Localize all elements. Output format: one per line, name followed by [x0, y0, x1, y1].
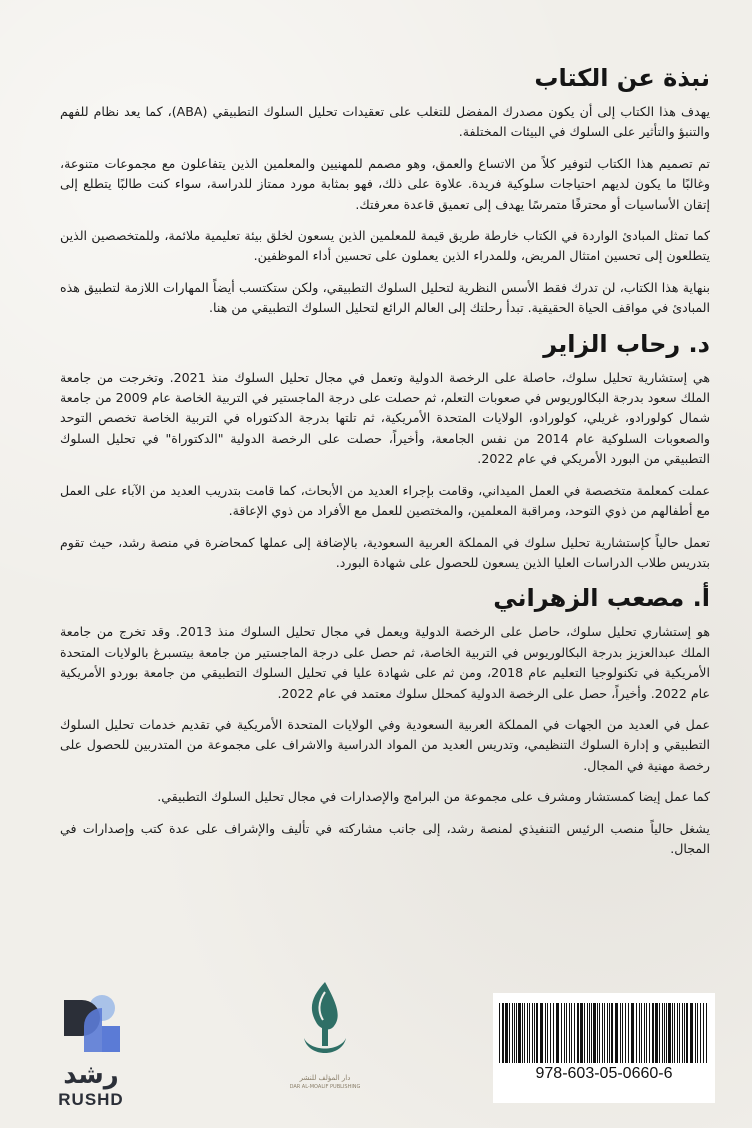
barcode-bar	[615, 1003, 618, 1063]
barcode-bar	[664, 1003, 665, 1063]
rushd-mark-svg	[56, 992, 126, 1058]
barcode-bar	[631, 1003, 634, 1063]
about-book-heading: نبذة عن الكتاب	[534, 64, 710, 92]
barcode-bar	[527, 1003, 528, 1063]
barcode-bar	[607, 1003, 608, 1063]
barcode-bar	[516, 1003, 517, 1063]
barcode-bar	[682, 1003, 683, 1063]
barcode-bar	[529, 1003, 530, 1063]
author2-paragraph: عمل في العديد من الجهات في المملكة العربية السعودية وفي الولايات المتحدة الأمريكية في تقديم خدمات تحليل السلوك التطبيقي و إدارة السلوك التنظيمي، وتدريس العديد من المواد الدراسية والاشراف على مجموعة من المتدربين للحصول على رخصة مهنية في المجال.	[60, 716, 710, 773]
barcode-bar	[597, 1003, 598, 1063]
author2-paragraph: كما عمل إيضا كمستشار ومشرف على مجموعة من البرامج والإصدارات في مجال تحليل السلوك التطبيقي.	[157, 789, 710, 805]
barcode-bar	[566, 1003, 567, 1063]
author2-paragraph: يشغل حالياً منصب الرئيس التنفيذي لمنصة رشد، إلى جانب مشاركته في تأليف والإشراف على عدة كتب وإصدارات في المجال.	[60, 820, 710, 856]
barcode-bar	[697, 1003, 698, 1063]
barcode-bar	[547, 1003, 548, 1063]
barcode-bar	[591, 1003, 592, 1063]
barcode-bar	[611, 1003, 613, 1063]
barcode-bar	[620, 1003, 621, 1063]
barcode-bar	[587, 1003, 588, 1063]
barcode-bar	[577, 1003, 579, 1063]
barcode-bar	[703, 1003, 704, 1063]
barcode-bar	[655, 1003, 658, 1063]
barcode-bar	[509, 1003, 510, 1063]
author1-section	[60, 330, 710, 574]
rushd-arabic-name: رشد	[63, 1060, 119, 1090]
back-cover-text	[60, 64, 710, 870]
barcode-bar	[512, 1003, 513, 1063]
barcode-bar	[556, 1003, 559, 1063]
barcode-bar	[518, 1003, 521, 1063]
barcode-bar	[574, 1003, 575, 1063]
barcode-icon	[499, 1003, 709, 1063]
author1-paragraph: هي إستشارية تحليل سلوك، حاصلة على الرخصة الدولية وتعمل في مجال تحليل السلوك منذ 2021. وتخرجت من جامعة الملك سعود بدرجة البكالوريوس في صعوبات التعلم، ثم حصلت على درجة الماجستير في التربية الخاصة عام 2009 من جامعة شمال كولورادو، غريلي، كولورادو، الولايات المتحدة الأمريكية، ثم تلتها بدرجة الدكتوراه في التربية الخاصة تخصص التوحد والصعوبات السلوكية عام 2014 من نفس الجامعة، وأخيراً، حصلت على الرخصة الدولية "الدكتوراة" في تحليل السلوك التطبيقي من البورد الأمريكي في عام 2022.	[60, 369, 711, 467]
barcode-bar	[674, 1003, 675, 1063]
barcode-bar	[502, 1003, 504, 1063]
author2-heading: أ. مصعب الزهراني	[493, 584, 710, 613]
barcode-bar	[499, 1003, 500, 1063]
barcode-bar	[672, 1003, 673, 1063]
barcode-bar	[679, 1003, 680, 1063]
barcode-bar	[571, 1003, 572, 1063]
about-book-paragraph: كما تمثل المبادئ الواردة في الكتاب خارطة طريق قيمة للمعلمين الذين يسعون لخلق بيئة تعليمية ملائمة، وللمتخصصين الذين يتطلعون إلى تحسين امتثال المريض، وللمدراء الذين يعملون على تحسين أداء الموظفين.	[60, 228, 710, 264]
author2-paragraph: هو إستشاري تحليل سلوك، حاصل على الرخصة الدولية ويعمل في مجال تحليل السلوك منذ 2013. وقد تخرج من جامعة الملك عبدالعزيز بدرجة البكالوريوس في التربية الخاصة، ثم حصل على درجة الماجستير من جامعة بيتسبرغ بالولايات المتحدة الأمريكية في تكنولوجيا التعليم عام 2018، ومن ثم على شهادة عليا في تحليل السلوك التطبيقي من جامعة بوردو الأمريكية عام 2022. وأخيراً، حصل على الرخصة الدولية كمحلل سلوك معتمد في عام 2022.	[60, 624, 710, 701]
isbn-number: 978-603-05-0660-6	[535, 1065, 673, 1082]
barcode-bar	[644, 1003, 645, 1063]
barcode-bar	[522, 1003, 523, 1063]
about-book-section	[60, 64, 710, 319]
barcode-bar	[668, 1003, 671, 1063]
publisher-caption-ar: دار المؤلف للنشر	[299, 1074, 351, 1082]
barcode-bar	[662, 1003, 663, 1063]
barcode-bar	[690, 1003, 693, 1063]
rushd-logo	[56, 992, 146, 1110]
barcode-bar	[666, 1003, 667, 1063]
barcode-bar	[599, 1003, 600, 1063]
barcode-panel	[493, 993, 715, 1103]
rushd-english-name: RUSHD	[58, 1090, 124, 1109]
barcode-bar	[564, 1003, 565, 1063]
barcode-bar	[622, 1003, 623, 1063]
barcode-bar	[505, 1003, 508, 1063]
barcode-bar	[625, 1003, 626, 1063]
barcode-bar	[686, 1003, 688, 1063]
barcode-bar	[532, 1003, 533, 1063]
barcode-bar	[524, 1003, 525, 1063]
barcode-bar	[639, 1003, 640, 1063]
barcode-bar	[684, 1003, 685, 1063]
author1-paragraph: تعمل حالياً كإستشارية تحليل سلوك في المملكة العربية السعودية، بالإضافة إلى عملها كمحاضرة في منصة رشد، حيث تقوم بتدريس طلاب الدراسات العليا الذين يسعون للحصول على شهادة البورد.	[60, 534, 710, 570]
barcode-bar	[536, 1003, 538, 1063]
barcode-bar	[545, 1003, 546, 1063]
barcode-bar	[580, 1003, 583, 1063]
barcode-bar	[609, 1003, 610, 1063]
barcode-bar	[695, 1003, 696, 1063]
about-book-paragraph: يهدف هذا الكتاب إلى أن يكون مصدرك المفضل للتغلب على تعقيدات تحليل السلوك التطبيقي (ABA)، كما يعد نظام للفهم والتنبؤ والتأثير على السلوك في البيئات المختلفة.	[60, 104, 710, 140]
author1-heading: د. رحاب الزاير	[543, 329, 710, 358]
barcode-bar	[649, 1003, 650, 1063]
barcode-bar	[589, 1003, 590, 1063]
barcode-bar	[561, 1003, 562, 1063]
barcode-bar	[602, 1003, 603, 1063]
barcode-bar	[652, 1003, 654, 1063]
author1-paragraph: عملت كمعلمة متخصصة في العمل الميداني، وقامت بإجراء العديد من الأبحاث، كما قامت بتدريب العديد من الآباء على العمل مع أطفالهم من ذوي التوحد، ومراقبة المعلمين، والمختصين للعمل مع الأفراد من ذوي الإعاقة.	[60, 482, 710, 519]
publisher-emblem-icon	[290, 978, 360, 1068]
barcode-bar	[641, 1003, 642, 1063]
barcode-bar	[514, 1003, 515, 1063]
barcode-bar	[550, 1003, 551, 1063]
barcode-bar	[569, 1003, 570, 1063]
barcode-bar	[677, 1003, 678, 1063]
publisher-logo	[285, 978, 365, 1090]
about-book-paragraph: بنهاية هذا الكتاب، لن تدرك فقط الأسس النظرية لتحليل السلوك التطبيقي، ولكن ستكتسب أيضاً المهارات اللازمة لتطبيق هذه المبادئ في مواقف الحياة الحقيقية. تبدأ رحلتك إلى العالم الرائع لتحليل السلوك التطبيقي من هنا.	[60, 279, 710, 316]
barcode-bar	[646, 1003, 647, 1063]
barcode-bar	[593, 1003, 596, 1063]
barcode-bar	[584, 1003, 585, 1063]
barcode-bar	[659, 1003, 660, 1063]
barcode-bar	[534, 1003, 535, 1063]
barcode-bar	[636, 1003, 637, 1063]
about-book-paragraph: تم تصميم هذا الكتاب لتوفير كلاً من الاتساع والعمق، وهو مصمم للمهنيين والمعلمين الذين يتفاعلون مع مجموعات متنوعة، وغالبًا ما يكون لديهم احتياجات سلوكية فريدة. علاوة على ذلك، فهو بمثابة مورد ممتاز للدراسة، سواء كنت طالبًا يتطلع إلى إتقان الأساسيات أو محترفًا متمرسًا يهدف إلى تعميق قاعدة معرفتك.	[60, 155, 710, 212]
rushd-mark-icon	[56, 992, 126, 1058]
publisher-caption-en: DAR AL-MOALIF PUBLISHING	[289, 1084, 361, 1090]
barcode-bar	[604, 1003, 605, 1063]
barcode-bar	[700, 1003, 701, 1063]
author2-section	[60, 584, 710, 859]
barcode-bar	[706, 1003, 707, 1063]
barcode-bar	[540, 1003, 543, 1063]
barcode-bar	[628, 1003, 629, 1063]
barcode-bar	[553, 1003, 554, 1063]
